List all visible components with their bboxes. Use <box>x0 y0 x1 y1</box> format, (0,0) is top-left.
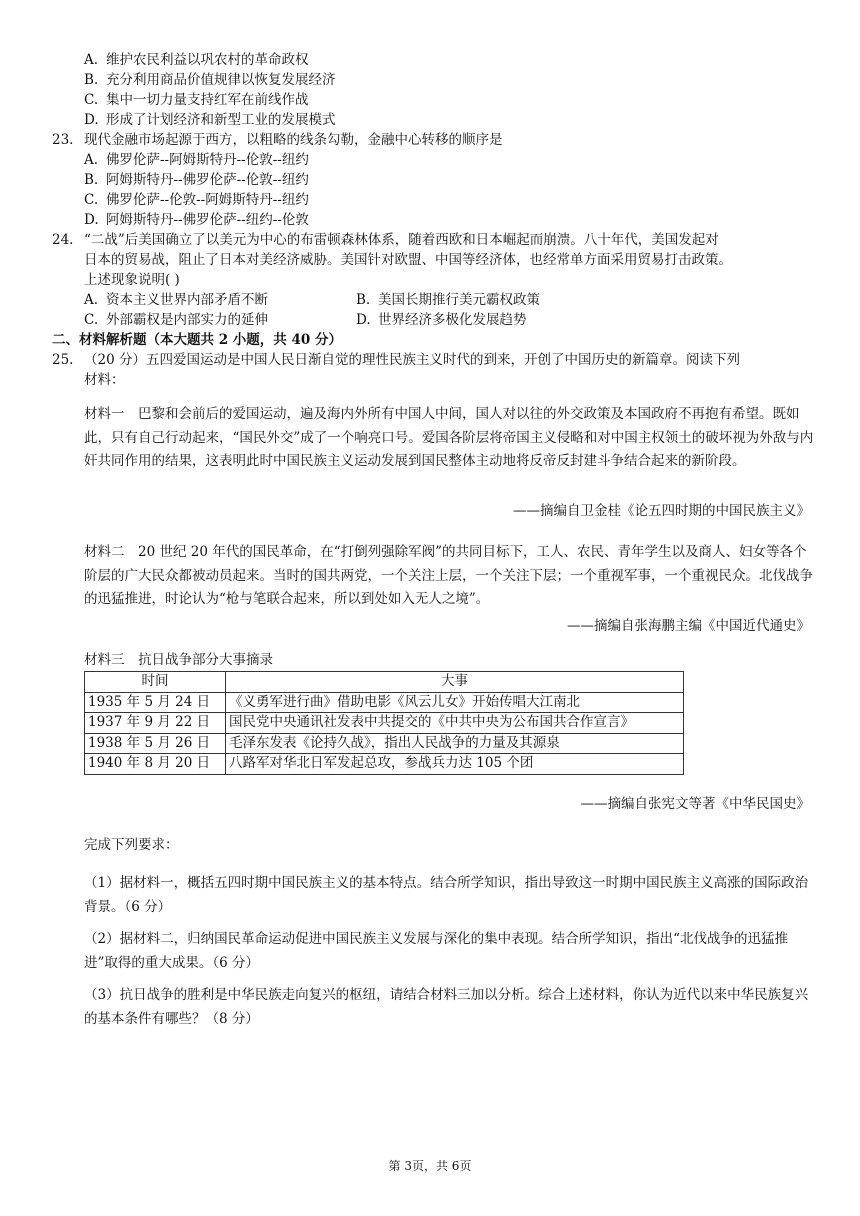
option-letter: B. <box>356 292 371 308</box>
table-row <box>85 692 684 713</box>
q24-stem-line: “二战”后美国确立了以美元为中心的布雷顿森林体系，随着西欧和日本崛起而崩溃。八十年代，美国发起对 <box>84 232 719 248</box>
q23-option-b <box>84 171 309 191</box>
sub-question-2: （2）据材料二，归纳国民革命运动促进中国民族主义发展与深化的集中表现。结合所学知识，指出“北伐战争的迅猛推进”取得的重大成果。（6 分） <box>84 931 788 971</box>
table-cell-date: 1938 年 5 月 26 日 <box>85 733 226 754</box>
q25-number: 25. <box>52 352 74 368</box>
q24-option-a <box>84 291 268 311</box>
table-row <box>85 733 684 754</box>
table-header: 大事 <box>226 672 684 693</box>
table-row <box>85 754 684 775</box>
table-cell-event: 国民党中央通讯社发表中共提交的《中共中央为公布国共合作宣言》 <box>226 713 684 734</box>
option-text: 阿姆斯特丹--佛罗伦萨--纽约--伦敦 <box>106 212 309 228</box>
q22-option-a <box>84 51 309 71</box>
option-text: 美国长期推行美元霸权政策 <box>378 292 540 308</box>
q24-option-d <box>356 311 527 331</box>
option-text: 外部霸权是内部实力的延伸 <box>106 312 268 328</box>
option-letter: A. <box>84 292 99 308</box>
q23-option-c <box>84 191 309 211</box>
q23-option-d <box>84 211 309 231</box>
option-letter: C. <box>84 312 99 328</box>
option-text: 资本主义世界内部矛盾不断 <box>106 292 268 308</box>
option-letter: B. <box>84 72 99 88</box>
material-one-source: ——摘编自卫金桂《论五四时期的中国民族主义》 <box>513 503 810 519</box>
option-letter: A. <box>84 152 99 168</box>
table-cell-date: 1935 年 5 月 24 日 <box>85 692 226 713</box>
sub-question-3: （3）抗日战争的胜利是中华民族走向复兴的枢纽，请结合材料三加以分析。综合上述材料，你认为近代以来中华民族复兴的基本条件有哪些？（8 分） <box>84 987 809 1027</box>
table-header: 时间 <box>85 672 226 693</box>
q25-stem-line: （20 分）五四爱国运动是中国人民日渐自觉的理性民族主义时代的到来，开创了中国历史的新篇章。阅读下列 <box>84 352 740 368</box>
material-three-title: 材料三 抗日战争部分大事摘录 <box>84 652 273 668</box>
table-row <box>85 713 684 734</box>
table-cell-date: 1940 年 8 月 20 日 <box>85 754 226 775</box>
option-letter: C. <box>84 192 99 208</box>
q24-number: 24. <box>52 232 74 248</box>
material-two-source: ——摘编自张海鹏主编《中国近代通史》 <box>567 618 810 634</box>
option-letter: C. <box>84 92 99 108</box>
option-text: 佛罗伦萨--阿姆斯特丹--伦敦--纽约 <box>106 152 309 168</box>
option-text: 维护农民利益以巩农村的革命政权 <box>106 52 309 68</box>
q24-stem-line: 日本的贸易战，阻止了日本对美经济威胁。美国针对欧盟、中国等经济体，也经常单方面采用贸易打击政策。 <box>84 252 732 268</box>
sub-question-1: （1）据材料一，概括五四时期中国民族主义的基本特点。结合所学知识，指出导致这一时期中国民族主义高涨的国际政治背景。（6 分） <box>84 875 809 915</box>
option-text: 阿姆斯特丹--佛罗伦萨--伦敦--纽约 <box>106 172 309 188</box>
option-letter: D. <box>84 212 99 228</box>
events-table <box>84 671 684 775</box>
q24-option-b <box>356 291 540 311</box>
option-letter: D. <box>84 112 99 128</box>
q23-stem: 现代金融市场起源于西方，以粗略的线条勾勒，金融中心转移的顺序是 <box>84 132 503 148</box>
table-cell-event: 毛泽东发表《论持久战》，指出人民战争的力量及其源泉 <box>226 733 684 754</box>
option-text: 集中一切力量支持红军在前线作战 <box>106 92 309 108</box>
table-cell-event: 《义勇军进行曲》借助电影《风云儿女》开始传唱大江南北 <box>226 692 684 713</box>
table-cell-event: 八路军对华北日军发起总攻，参战兵力达 105 个团 <box>226 754 684 775</box>
option-letter: D. <box>356 312 371 328</box>
option-text: 佛罗伦萨--伦敦--阿姆斯特丹--纽约 <box>106 192 309 208</box>
q25-stem-line: 材料： <box>84 372 125 388</box>
q23-option-a <box>84 151 309 171</box>
q23-number: 23. <box>52 132 74 148</box>
q24-option-c <box>84 311 268 331</box>
table-cell-date: 1937 年 9 月 22 日 <box>85 713 226 734</box>
q22-option-b <box>84 71 336 91</box>
option-text: 充分利用商品价值规律以恢复发展经济 <box>106 72 336 88</box>
material-one: 材料一 巴黎和会前后的爱国运动，遍及海内外所有中国人中间，国人对以往的外交政策及本国政府不再抱有希望。既如此，只有自己行动起来，“国民外交”成了一个响亮口号。爱国各阶层将帝国主义侵略和对中国主权领土的破坏视为外敌与内奸共同作用的结果，这表明此时中国民族主义运动发展到国民整体主动地将反帝反封建斗争结合起来的新阶段。 <box>84 406 814 469</box>
instruction: 完成下列要求： <box>84 837 179 853</box>
option-text: 世界经济多极化发展趋势 <box>378 312 527 328</box>
section-heading: 二、材料解析题（本大题共 2 小题，共 40 分） <box>52 332 342 348</box>
material-two: 材料二 20 世纪 20 年代的国民革命，在“打倒列强除军阀”的共同目标下，工人、农民、青年学生以及商人、妇女等各个阶层的广大民众都被动员起来。当时的国共两党，一个关注上层，一个关注下层；一个重视军事，一个重视民众。北伐战争的迅猛推进，时论认为“枪与笔联合起来，所以到处如入无人之境”。 <box>84 544 813 607</box>
material-three-source: ——摘编自张宪文等著《中华民国史》 <box>580 796 810 812</box>
page-footer: 第 3页，共 6页 <box>388 1159 472 1173</box>
option-letter: A. <box>84 52 99 68</box>
option-letter: B. <box>84 172 99 188</box>
q22-option-d <box>84 111 336 131</box>
option-text: 形成了计划经济和新型工业的发展模式 <box>106 112 336 128</box>
q22-option-c <box>84 91 309 111</box>
table-header-row <box>85 672 684 693</box>
q24-stem-line: 上述现象说明( ) <box>84 272 180 288</box>
